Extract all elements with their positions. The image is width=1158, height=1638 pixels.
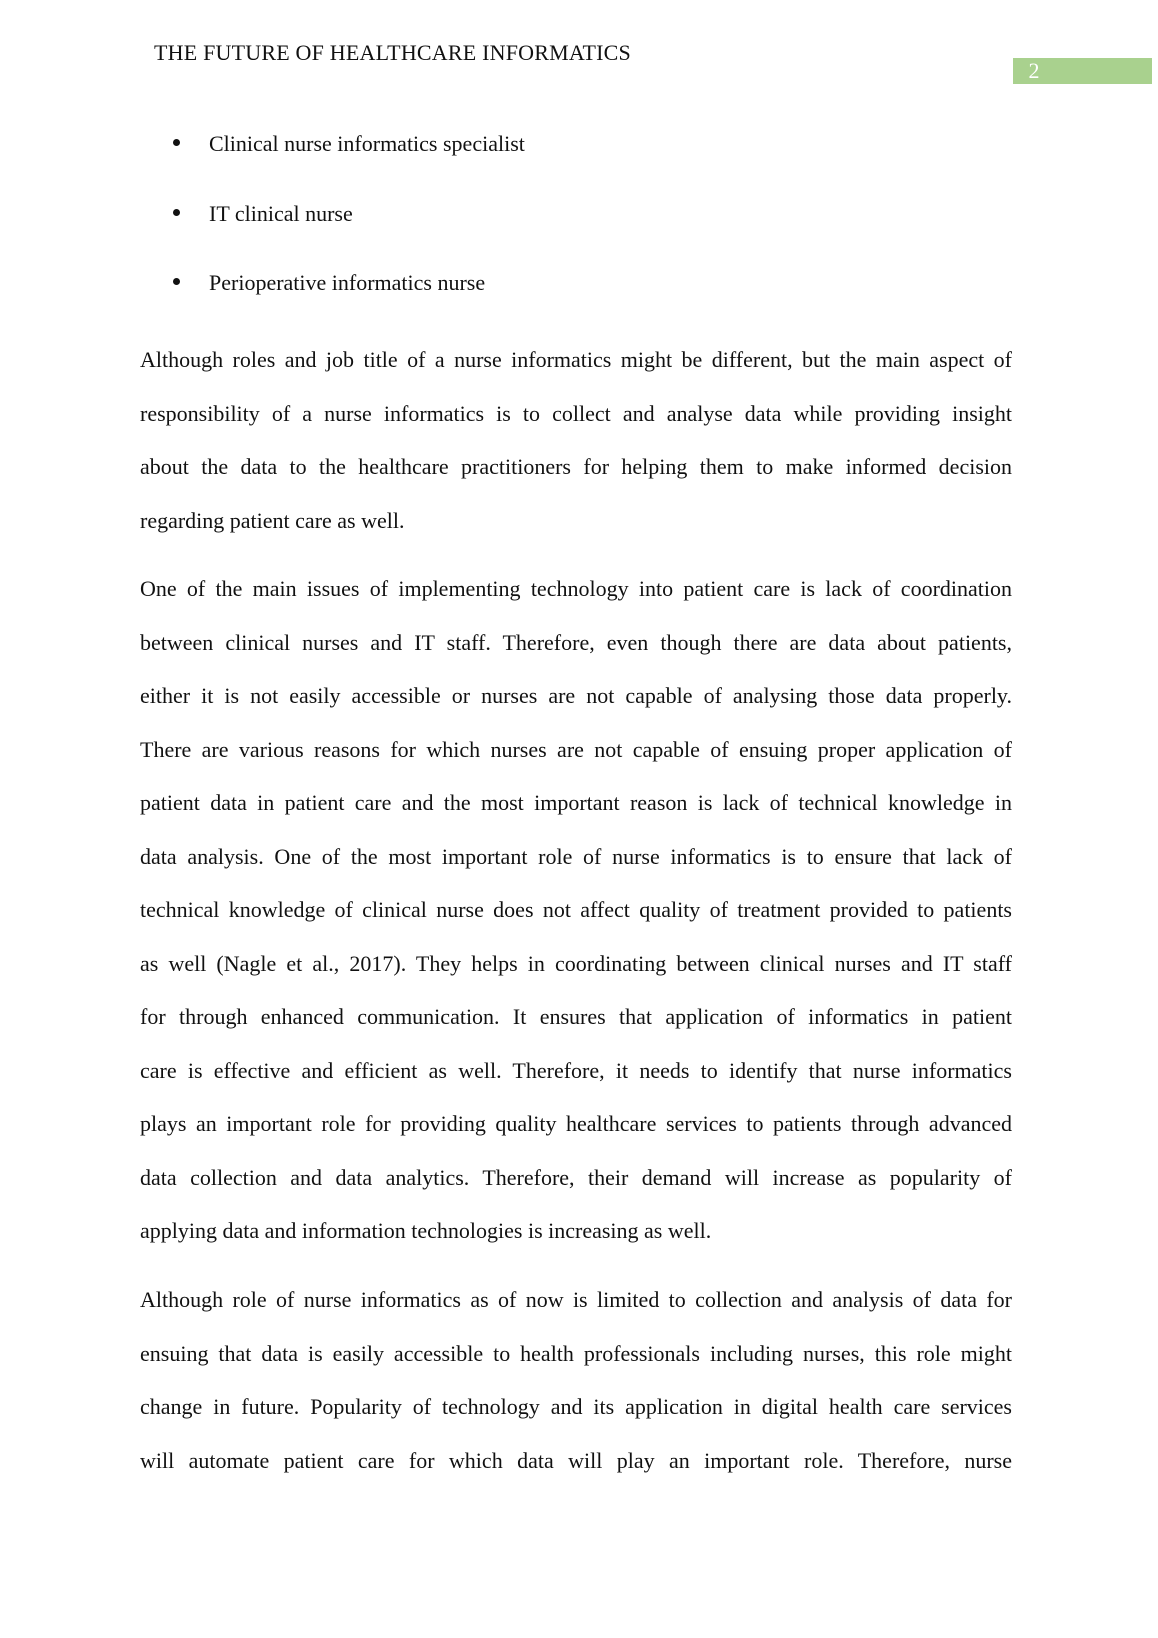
paragraph-line: One of the main issues of implementing technology into patient care is lack of coordination [140, 576, 1012, 601]
bullet-icon [173, 278, 180, 285]
paragraph-line: Although roles and job title of a nurse informatics might be different, but the main aspect of [140, 347, 1012, 372]
paragraph-line: between clinical nurses and IT staff. Therefore, even though there are data about patients, [140, 629, 1012, 655]
paragraph-line: as well (Nagle et al., 2017). They helps in coordinating between clinical nurses and IT staff [140, 950, 1012, 976]
paragraph-line: for through enhanced communication. It ensures that application of informatics in patient [140, 1004, 1012, 1029]
paragraph-line: There are various reasons for which nurses are not capable of ensuing proper application of [140, 736, 1012, 762]
paragraph-line: change in future. Popularity of technology and its application in digital health care services [140, 1394, 1012, 1419]
running-head: THE FUTURE OF HEALTHCARE INFORMATICS [154, 40, 631, 65]
list-item [0, 133, 1158, 203]
list-item-text: Clinical nurse informatics specialist [209, 131, 525, 156]
page-number-box [1013, 58, 1152, 84]
paragraph-line: ensuing that data is easily accessible to health professionals including nurses, this role might [140, 1340, 1012, 1366]
paragraph-future-role [140, 1286, 1012, 1500]
paragraph-coordination [140, 575, 1012, 1271]
list-item-text: Perioperative informatics nurse [209, 270, 486, 295]
bullet-icon [173, 209, 180, 216]
paragraph-line: either it is not easily accessible or nurses are not capable of analysing those data properly. [140, 683, 1012, 708]
paragraph-line: data collection and data analytics. Therefore, their demand will increase as popularity of [140, 1164, 1012, 1190]
paragraph-line: Although role of nurse informatics as of now is limited to collection and analysis of data for [140, 1287, 1012, 1312]
paragraph-line: care is effective and efficient as well. Therefore, it needs to identify that nurse informatics [140, 1057, 1012, 1083]
list-item [0, 200, 1158, 273]
paragraph-line: patient data in patient care and the most important reason is lack of technical knowledge in [140, 790, 1012, 815]
bullet-icon [173, 139, 180, 146]
paragraph-line: applying data and information technologies is increasing as well. [140, 1218, 712, 1243]
list-item-text: IT clinical nurse [209, 200, 353, 226]
paragraph-roles [140, 346, 1012, 560]
page-number: 2 [1028, 58, 1040, 83]
paragraph-line: plays an important role for providing quality healthcare services to patients through advanced [140, 1111, 1012, 1136]
paragraph-line: will automate patient care for which data will play an important role. Therefore, nurse [140, 1447, 1012, 1473]
paragraph-line: technical knowledge of clinical nurse does not affect quality of treatment provided to patients [140, 897, 1012, 922]
paragraph-line: about the data to the healthcare practitioners for helping them to make informed decision [140, 454, 1012, 479]
list-item [0, 272, 1158, 342]
paragraph-line: regarding patient care as well. [140, 507, 405, 533]
paragraph-line: responsibility of a nurse informatics is to collect and analyse data while providing insight [140, 400, 1012, 426]
paragraph-line: data analysis. One of the most important role of nurse informatics is to ensure that lack of [140, 843, 1012, 869]
role-list [0, 133, 1158, 342]
